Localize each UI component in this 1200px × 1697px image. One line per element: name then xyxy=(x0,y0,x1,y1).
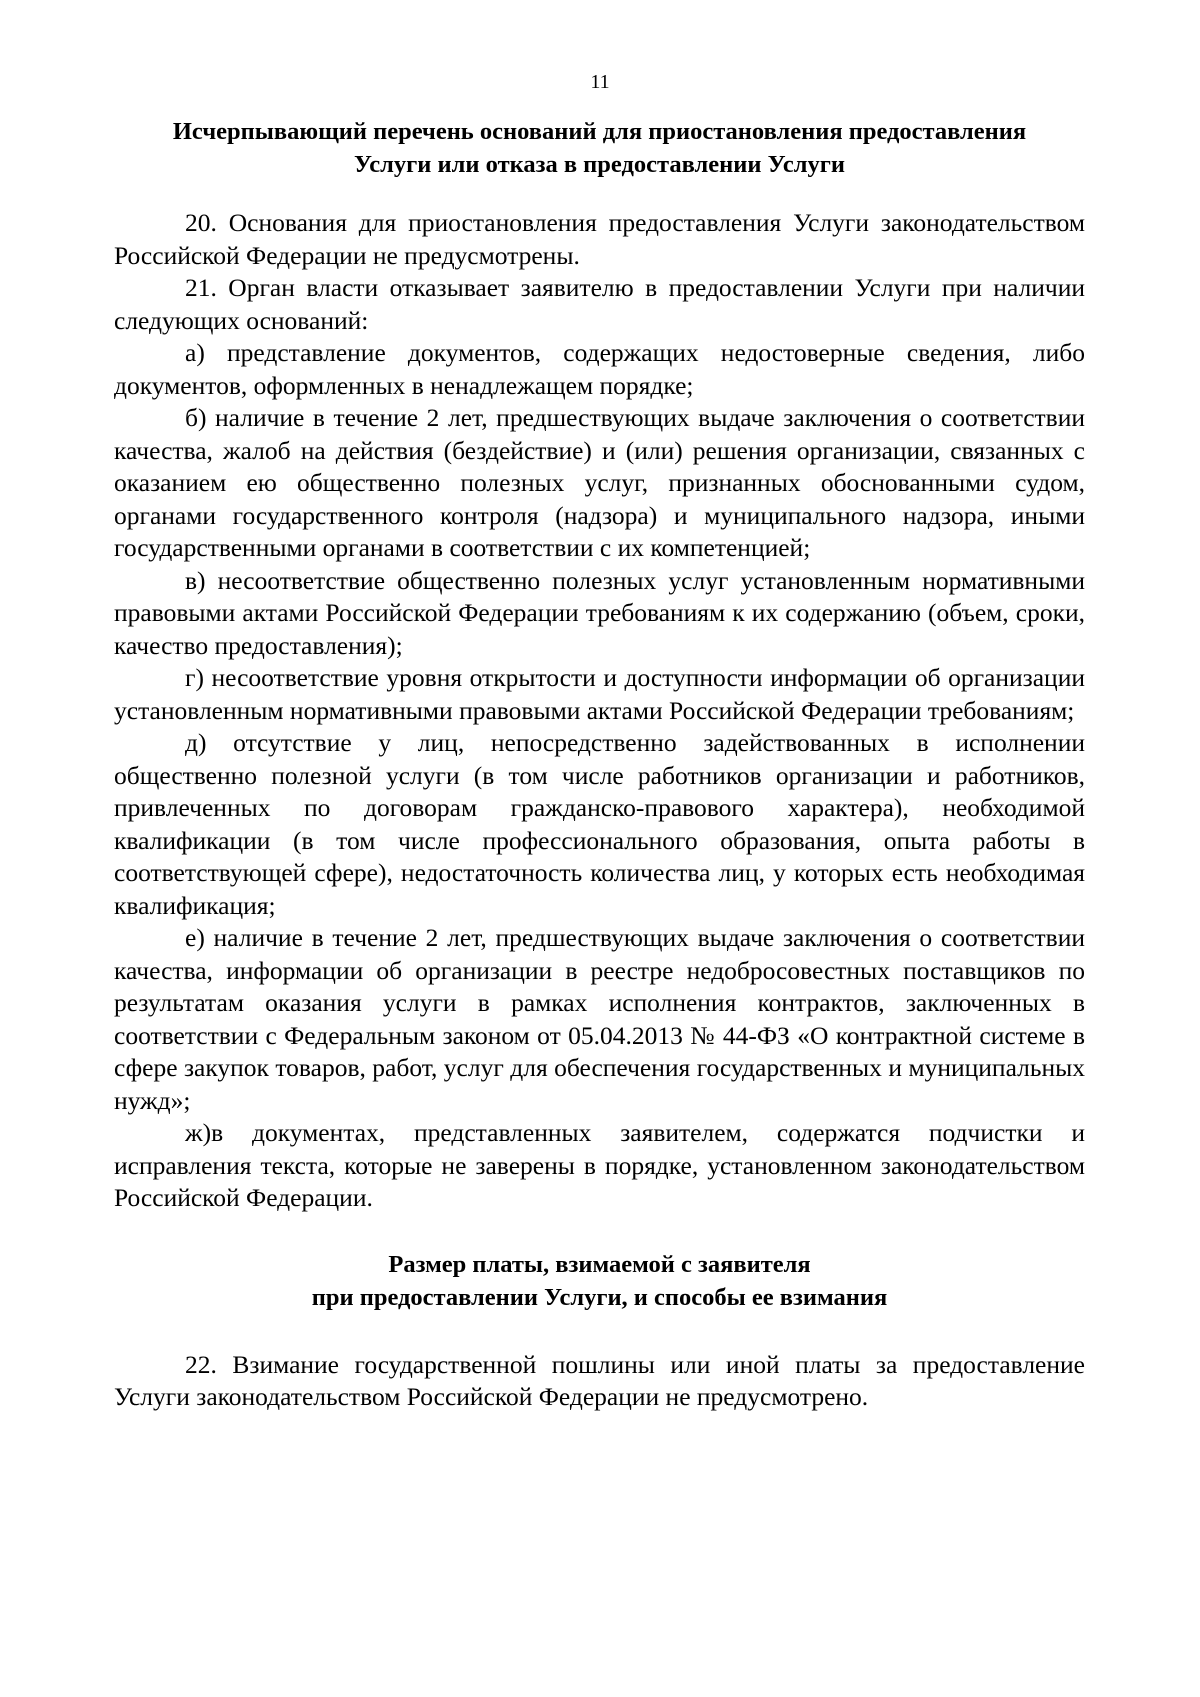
heading-line: Размер платы, взимаемой с заявителя xyxy=(388,1250,811,1278)
paragraph-21-item-b: б) наличие в течение 2 лет, предшествующих выдаче заключения о соответствии качества, жалоб на действия (бездействие) и (или) решения организации, связанных с оказанием ею общественно полезных услуг, признанных обоснованными судом, органами государственного контроля (надзора) и муниципального надзора, иными государственными органами в соответствии с их компетенцией; xyxy=(114,403,1085,562)
paragraph-20: 20. Основания для приостановления предоставления Услуги законодательством Российской Федерации не предусмотрены. xyxy=(114,208,1085,270)
paragraph-21-item-d: д) отсутствие у лиц, непосредственно задействованных в исполнении общественно полезной услуги (в том числе работников организации и работников, привлеченных по договорам гражданско-правового характера), необходимой квалификации (в том числе профессионального образования, опыта работы в соответствующей сфере), недостаточность количества лиц, у которых есть необходимая квалификация; xyxy=(114,728,1085,920)
paragraph-21-item-a: а) представление документов, содержащих недостоверные сведения, либо документов, оформленных в ненадлежащем порядке; xyxy=(114,338,1085,400)
heading-line: Исчерпывающий перечень оснований для приостановления предоставления xyxy=(172,118,1027,145)
section-heading-grounds-for-suspension-or-refusal xyxy=(114,115,1085,181)
page-number: 11 xyxy=(590,71,610,93)
paragraph-21: 21. Орган власти отказывает заявителю в предоставлении Услуги при наличии следующих оснований: xyxy=(114,273,1085,335)
paragraph-21-item-zh: ж)в документах, представленных заявителем, содержатся подчистки и исправления текста, которые не заверены в порядке, установленном законодательством Российской Федерации. xyxy=(114,1118,1085,1212)
paragraph-22: 22. Взимание государственной пошлины или иной платы за предоставление Услуги законодательством Российской Федерации не предусмотрено. xyxy=(114,1349,1085,1411)
heading-line: Услуги или отказа в предоставлении Услуги xyxy=(353,151,846,178)
paragraph-21-item-g: г) несоответствие уровня открытости и доступности информации об организации установленным нормативными правовыми актами Российской Федерации требованиям; xyxy=(114,663,1085,725)
paragraph-21-item-v: в) несоответствие общественно полезных услуг установленным нормативными правовыми актами Российской Федерации требованиям к их содержанию (объем, сроки, качество предоставления); xyxy=(114,565,1085,660)
paragraph-21-item-e: е) наличие в течение 2 лет, предшествующих выдаче заключения о соответствии качества, информации об организации в реестре недобросовестных поставщиков по результатам оказания услуги в рамках исполнения контрактов, заключенных в соответствии с Федеральным законом от 05.04.2013 № 44-ФЗ «О контрактной системе в сфере закупок товаров, работ, услуг для обеспечения государственных и муниципальных нужд»; xyxy=(114,923,1085,1115)
document-body xyxy=(114,115,1085,1414)
section-heading-fee-amount xyxy=(114,1248,1085,1314)
heading-line: при предоставлении Услуги, и способы ее взимания xyxy=(311,1283,888,1311)
